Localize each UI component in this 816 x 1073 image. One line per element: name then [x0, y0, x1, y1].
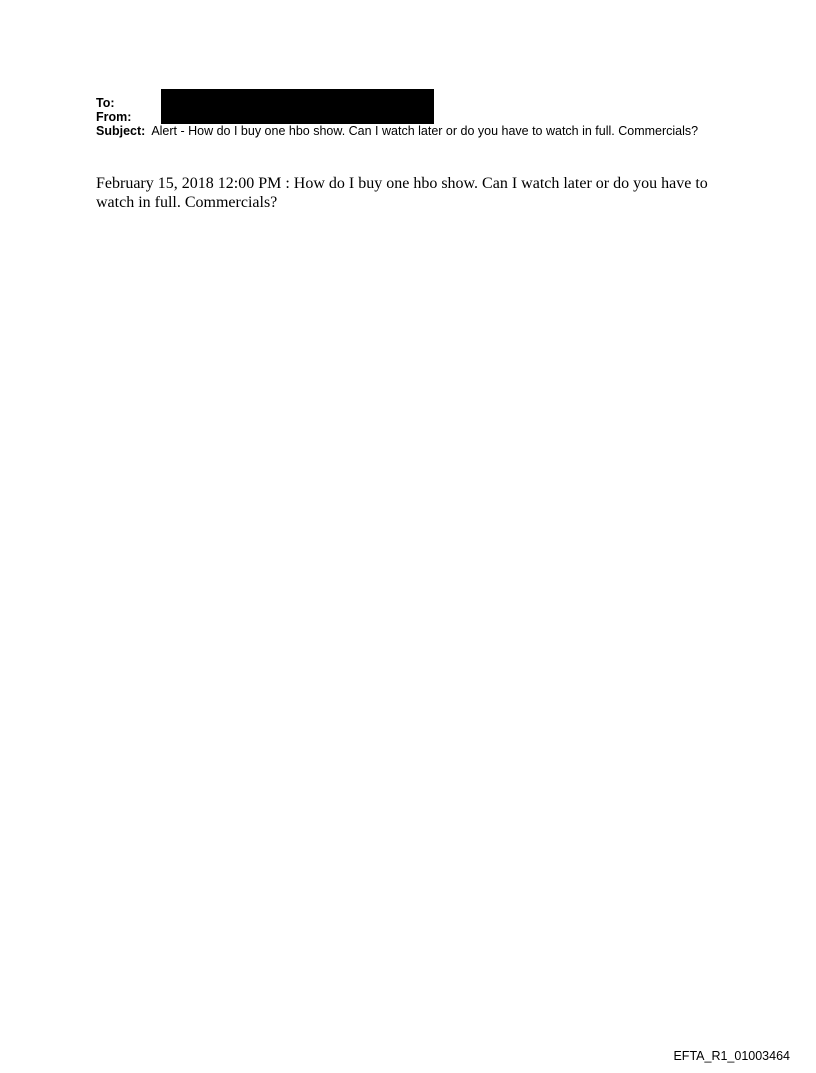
subject-label: Subject: — [96, 124, 146, 138]
document-id: EFTA_R1_01003464 — [673, 1049, 790, 1063]
subject-value: Alert - How do I buy one hbo show. Can I watch later or do you have to watch in full. Commercials? — [151, 124, 699, 138]
email-body: February 15, 2018 12:00 PM : How do I buy one hbo show. Can I watch later or do you have to watch in full. Commercials? — [96, 175, 708, 211]
subject-row — [96, 124, 716, 138]
to-label: To: — [96, 96, 115, 110]
from-label: From: — [96, 110, 132, 124]
redaction-box — [161, 89, 434, 124]
